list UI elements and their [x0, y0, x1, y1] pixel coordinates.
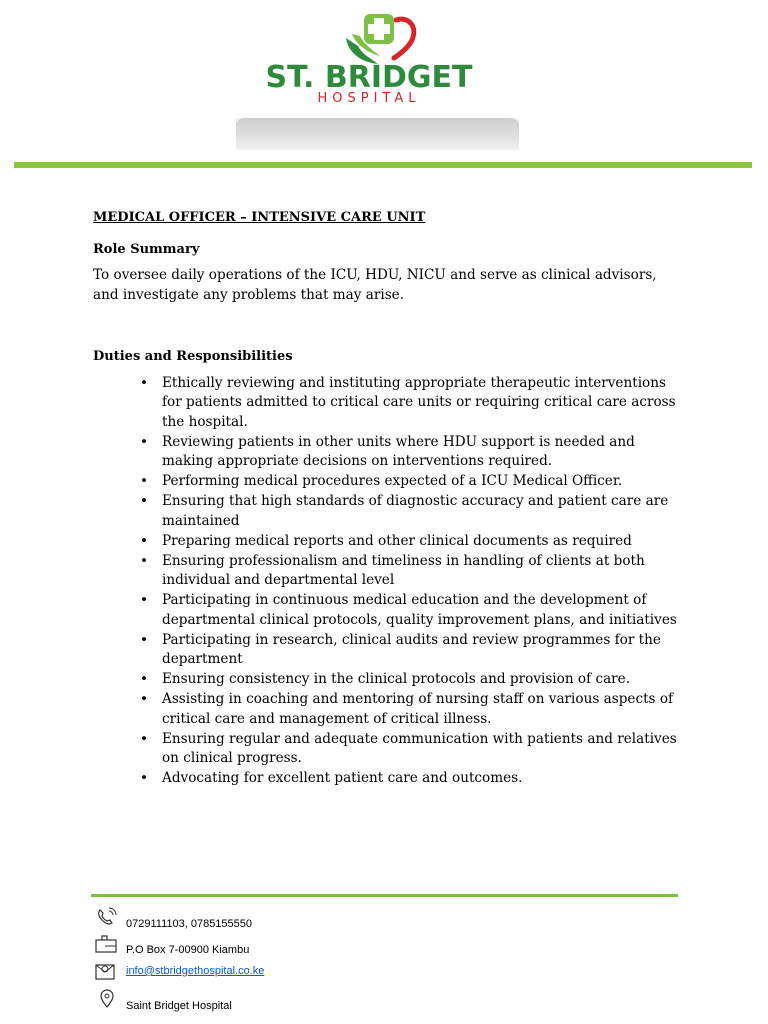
- footer-phone-row: [94, 904, 252, 930]
- duty-item: • Preparing medical reports and other clinical documents as required: [93, 532, 683, 552]
- duty-item: • Reviewing patients in other units where HDU support is needed and making appropriate decisions on interventions required.: [93, 433, 683, 472]
- footer-location: Saint Bridget Hospital: [126, 1000, 232, 1012]
- duty-item: • Performing medical procedures expected of a ICU Medical Officer.: [93, 472, 683, 492]
- duty-item: • Ethically reviewing and instituting appropriate therapeutic interventions for patients admitted to critical care units or requiring critical care across the hospital.: [93, 374, 683, 433]
- job-title: MEDICAL OFFICER – INTENSIVE CARE UNIT: [93, 210, 426, 225]
- footer-address: P.O Box 7-00900 Kiambu: [126, 944, 250, 956]
- duty-item: • Ensuring consistency in the clinical protocols and provision of care.: [93, 670, 683, 690]
- duty-item: • Ensuring professionalism and timeliness in handling of clients at both individual and departmental level: [93, 552, 683, 591]
- logo-subtitle: HOSPITAL: [317, 91, 421, 106]
- footer-address-row: [94, 934, 249, 956]
- duties-list: [93, 374, 683, 789]
- email-icon: [94, 960, 120, 982]
- logo-wordmark: ST. BRIDGET: [265, 60, 473, 95]
- mailbox-icon: [94, 934, 120, 956]
- duties-heading: Duties and Responsibilities: [93, 349, 293, 364]
- location-pin-icon: [94, 988, 120, 1010]
- document-body: [93, 208, 683, 789]
- duty-item: • Ensuring that high standards of diagnostic accuracy and patient care are maintained: [93, 492, 683, 531]
- header-divider: [14, 162, 752, 168]
- footer-phone: 0729111103, 0785155550: [126, 918, 253, 930]
- duty-item: • Assisting in coaching and mentoring of nursing staff on various aspects of critical care and management of critical illness.: [93, 690, 683, 729]
- duty-item: • Advocating for excellent patient care and outcomes.: [93, 769, 683, 789]
- footer-email-link[interactable]: info@stbridgethospital.co.ke: [126, 965, 265, 977]
- footer-divider: [91, 894, 678, 897]
- footer-email-row: [94, 960, 264, 982]
- role-summary-heading: Role Summary: [93, 241, 200, 257]
- duty-item: • Participating in research, clinical audits and review programmes for the department: [93, 631, 683, 670]
- duty-item: • Participating in continuous medical education and the development of departmental clinical protocols, quality improvement plans, and initiatives: [93, 591, 683, 630]
- hospital-logo-icon: [338, 8, 420, 68]
- duty-item: • Ensuring regular and adequate communication with patients and relatives on clinical progress.: [93, 730, 683, 769]
- footer-location-row: [94, 986, 232, 1012]
- role-summary-text: To oversee daily operations of the ICU, HDU, NICU and serve as clinical advisors, and investigate any problems that may arise.: [93, 267, 657, 303]
- phone-icon: [94, 906, 120, 928]
